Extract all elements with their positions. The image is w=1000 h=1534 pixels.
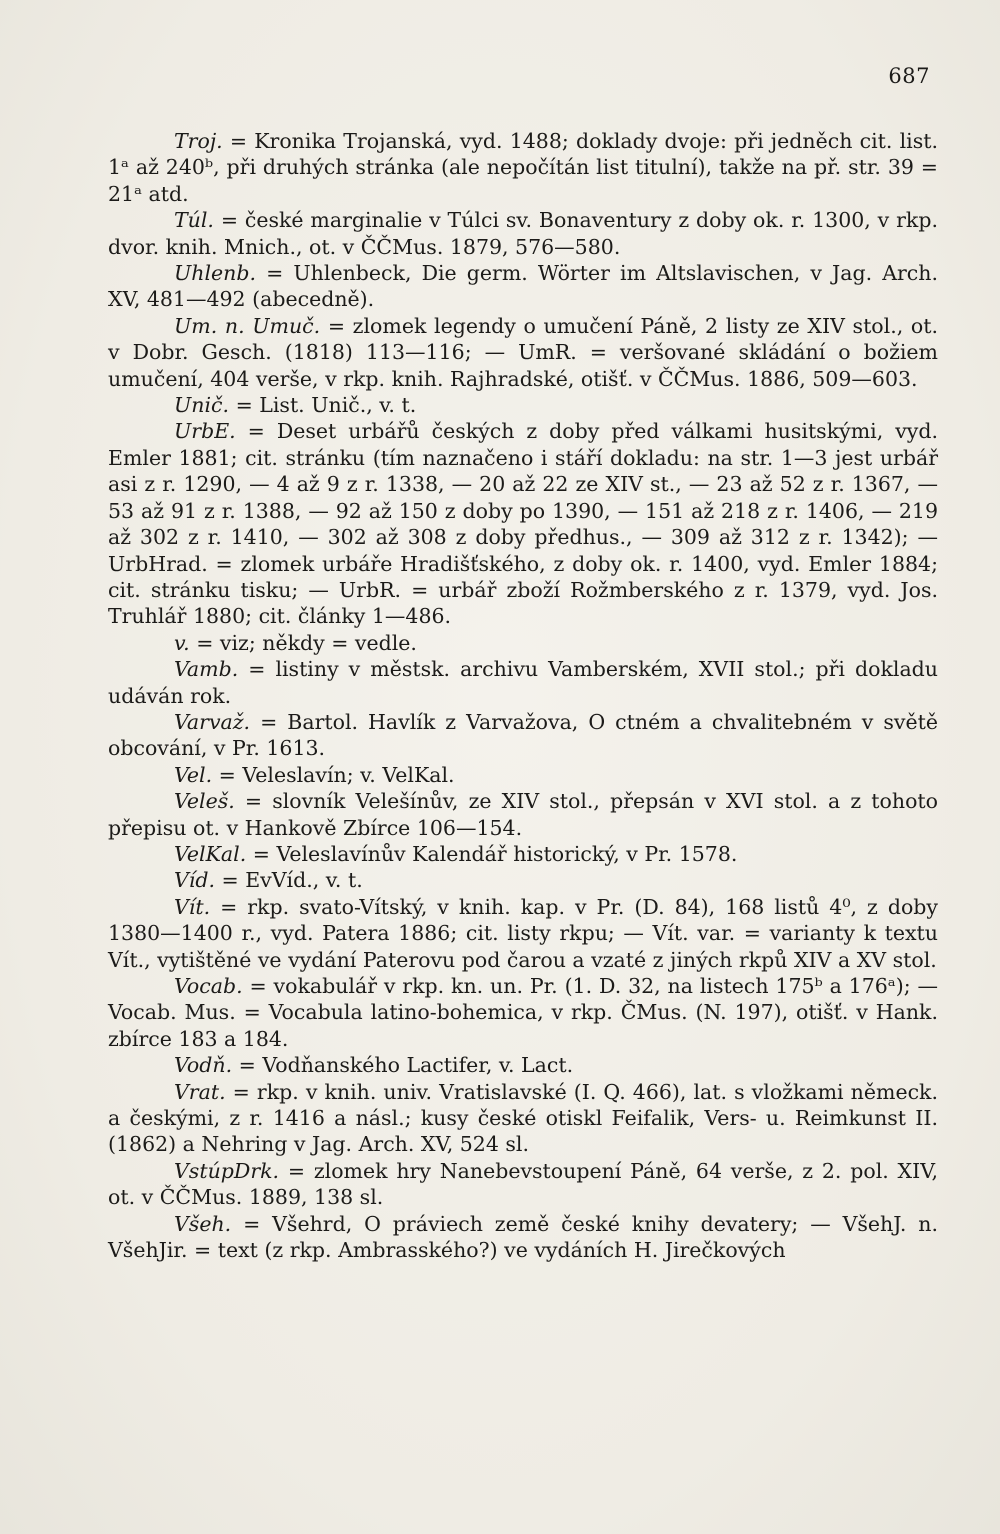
entry-abbreviation: VelKal. (174, 841, 247, 866)
entry-text: = Bartol. Havlík z Varvažova, O ctném a chvalitebném v světě obcování, v Pr. 1613. (108, 709, 938, 761)
entry-text: = Deset urbářů českých z doby před válkami husitskými, vyd. Emler 1881; cit. stránku (tím naznačeno i stáří dokladu: na str. 1—3 jest urbář asi z r. 1290, — 4 až 9 z r. 1338, — 20 až 22 ze XIV st., — 23 až 52 z r. 1367, — 53 až 91 z r. 1388, — 92 až 150 z doby po 1390, — 151 až 218 z r. 1406, — 219 až 302 z r. 1410, — 302 až 308 z doby předhus., — 309 až 312 z r. 1342); — UrbHrad. = zlomek urbáře Hradišťského, z doby ok. r. 1400, vyd. Emler 1884; cit. stránku tisku; — UrbR. = urbář zboží Rožmberského z r. 1379, vyd. Jos. Truhlář 1880; cit. články 1—486. (108, 419, 938, 629)
entry-text: = viz; někdy = vedle. (189, 630, 417, 655)
entry-abbreviation: Um. n. Umuč. (174, 313, 321, 338)
entry-text: = zlomek legendy o umučení Páně, 2 listy ze XIV stol., ot. v Dobr. Gesch. (1818) 113—116; — UmR. = veršované skládání o božiem umučení, 404 verše, v rkp. knih. Rajhradské, otišť. v ČČMus. 1886, 509—603. (108, 313, 938, 391)
entry-vstupdrk (108, 1158, 938, 1211)
entry-abbreviation: Troj. (174, 129, 223, 153)
entry-veles (108, 788, 938, 841)
entry-vseh (108, 1211, 938, 1264)
entry-uhlenb (108, 260, 938, 313)
entry-abbreviation: Vocab. (174, 974, 243, 998)
entry-abbreviation: Veleš. (174, 789, 235, 814)
entry-abbreviation: Unič. (174, 393, 230, 418)
entry-text: = listiny v městsk. archivu Vamberském, XVII stol.; při dokladu udáván rok. (108, 657, 938, 708)
entry-text: = Kronika Trojanská, vyd. 1488; doklady dvoje: při jedněch cit. list. 1ᵃ až 240ᵇ, při druhých stránka (ale nepočítán list titulní), takže na př. str. 39 = 21ᵃ atd. (108, 129, 938, 206)
entry-text: = zlomek hry Nanebevstoupení Páně, 64 verše, z 2. pol. XIV, ot. v ČČMus. 1889, 138 sl. (108, 1158, 938, 1210)
entry-abbreviation: Túl. (174, 208, 214, 233)
entry-v (108, 630, 938, 656)
entry-abbreviation: Vít. (174, 894, 211, 919)
abbreviation-list (108, 128, 938, 1263)
entry-vodn (108, 1052, 938, 1078)
entry-varvaz (108, 709, 938, 762)
entry-vrat (108, 1079, 938, 1158)
entry-troj (108, 128, 938, 207)
entry-velkal (108, 841, 938, 867)
entry-text: = rkp. svato-Vítský, v knih. kap. v Pr. (D. 84), 168 listů 4⁰, z doby 1380—1400 r., vyd. Patera 1886; cit. listy rkpu; — Vít. var. = varianty k textu Vít., vytištěné ve vydání Paterovu pod čarou a vzaté z jiných rkpů XIV a XV stol. (108, 894, 938, 972)
entry-abbreviation: Vodň. (174, 1053, 233, 1078)
entry-abbreviation: Vrat. (174, 1079, 226, 1104)
entry-tul (108, 207, 938, 260)
entry-vel (108, 762, 938, 788)
entry-urbe (108, 418, 938, 629)
entry-text: = Všehrd, O práviech země české knihy devatery; — VšehJ. n. VšehJir. = text (z rkp. Ambrasského?) ve vydáních H. Jirečkových (108, 1211, 938, 1263)
entry-text: = rkp. v knih. univ. Vratislavské (I. Q. 466), lat. s vložkami německ. a českými, z r. 1416 a násl.; kusy české otiskl Feifalik, Vers- u. Reimkunst II. (1862) a Nehring v Jag. Arch. XV, 524 sl. (108, 1079, 938, 1157)
entry-abbreviation: Víd. (174, 868, 215, 893)
entry-text: = Uhlenbeck, Die germ. Wörter im Altslavischen, v Jag. Arch. XV, 481—492 (abecedně). (108, 261, 938, 312)
entry-abbreviation: Všeh. (174, 1211, 232, 1236)
entry-text: = Vodňanského Lactifer, v. Lact. (232, 1053, 574, 1078)
entry-abbreviation: UrbE. (174, 419, 236, 444)
entry-abbreviation: Vel. (174, 762, 213, 787)
entry-text: = slovník Velešínův, ze XIV stol., přepsán v XVI stol. a z tohoto přepisu ot. v Hankově Zbírce 106—154. (108, 789, 938, 840)
entry-abbreviation: VstúpDrk. (174, 1158, 280, 1183)
page-number: 687 (888, 64, 930, 88)
entry-abbreviation: Vamb. (174, 657, 239, 682)
entry-text: = EvVíd., v. t. (215, 868, 363, 893)
entry-vamb (108, 656, 938, 709)
entry-vid (108, 867, 938, 893)
entry-abbreviation: Varvaž. (174, 709, 251, 734)
entry-text: = List. Unič., v. t. (229, 393, 417, 418)
entry-text: = české marginalie v Túlci sv. Bonaventury z doby ok. r. 1300, v rkp. dvor. knih. Mnich., ot. v ČČMus. 1879, 576—580. (108, 208, 938, 259)
entry-text: = Veleslavín; v. VelKal. (212, 762, 455, 787)
entry-vit (108, 894, 938, 973)
entry-um (108, 313, 938, 392)
entry-text: = vokabulář v rkp. kn. un. Pr. (1. D. 32, na listech 175ᵇ a 176ᵃ); — Vocab. Mus. = Vocabula latino-bohemica, v rkp. ČMus. (N. 197), otišť. v Hank. zbírce 183 a 184. (108, 974, 938, 1051)
entry-unic (108, 392, 938, 418)
entry-text: = Veleslavínův Kalendář historický, v Pr. 1578. (246, 841, 738, 866)
entry-abbreviation: v. (174, 630, 190, 655)
entry-abbreviation: Uhlenb. (174, 261, 257, 286)
entry-vocab (108, 973, 938, 1052)
